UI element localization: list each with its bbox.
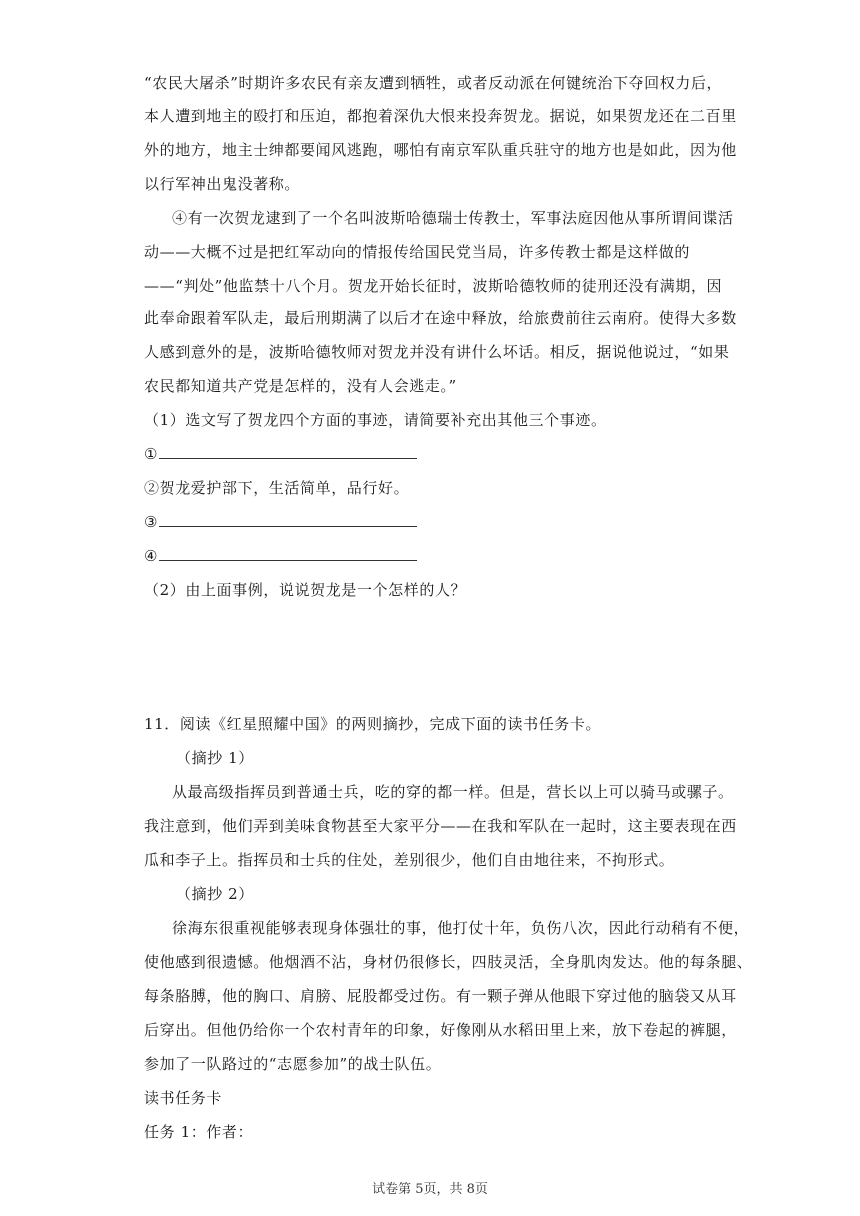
answer-number: ④ [144,547,159,565]
passage-line: ——“判处”他监禁十八个月。贺龙开始长征时，波斯哈德牧师的徒刑还没有满期，因 [144,277,723,295]
passage-line: 此奉命跟着军队走，最后刑期满了以后才在途中释放，给旅费前往云南府。使得大多数 [144,309,737,327]
excerpt-line: 我注意到，他们弄到美味食物甚至大家平分——在我和军队在一起时，这主要表现在西 [144,817,737,835]
excerpt-line: 使他感到很遗憾。他烟酒不沾，身材仍很修长，四肢灵活，全身肌肉发达。他的每条腿、 [144,953,753,971]
answer-line-4 [144,546,417,566]
excerpt-2-label: （摘抄 2） [176,885,254,903]
task-card-title: 读书任务卡 [144,1089,223,1107]
excerpt-line: 从最高级指挥员到普通士兵，吃的穿的都一样。但是，营长以上可以骑马或骡子。 [172,783,734,801]
passage-line: 人感到意外的是，波斯哈德牧师对贺龙并没有讲什么坏话。相反，据说他说过，“如果 [144,343,730,361]
excerpt-line: 参加了一队路过的“志愿参加”的战士队伍。 [144,1055,442,1073]
answer-line-2: ②贺龙爱护部下，生活简单，品行好。 [144,479,410,497]
answer-blank[interactable] [159,546,417,561]
excerpt-line: 后穿出。但他仍给你一个农村青年的印象，好像刚从水稻田里上来，放下卷起的裤腿， [144,1021,737,1039]
page-footer: 试卷第 5页，共 8页 [372,1182,488,1197]
answer-blank[interactable] [159,444,417,459]
passage-line: 农民都知道共产党是怎样的，没有人会逃走。” [144,377,457,395]
question-2: （2）由上面事例，说说贺龙是一个怎样的人？ [144,581,467,599]
answer-line-1 [144,444,417,464]
question-11-title: 11．阅读《红星照耀中国》的两则摘抄，完成下面的读书任务卡。 [144,715,602,733]
excerpt-line: 瓜和李子上。指挥员和士兵的住处，差别很少，他们自由地往来，不拘形式。 [144,851,675,869]
passage-line: ④有一次贺龙逮到了一个名叫波斯哈德瑞士传教士，军事法庭因他从事所谓间谍活 [172,209,734,227]
passage-line: 外的地方，地主士绅都要闻风逃跑，哪怕有南京军队重兵驻守的地方也是如此，因为他 [144,141,737,159]
answer-blank[interactable] [159,512,417,527]
answer-number: ① [144,445,159,463]
answer-number: ③ [144,513,159,531]
passage-line: 以行军神出鬼没著称。 [144,175,301,193]
excerpt-line: 每条胳膊，他的胸口、肩膀、屁股都受过伤。有一颗子弹从他眼下穿过他的脑袋又从耳 [144,987,737,1005]
passage-line: 动——大概不过是把红军动向的情报传给国民党当局，许多传教士都是这样做的 [144,243,691,261]
excerpt-line: 徐海东很重视能够表现身体强壮的事，他打仗十年，负伤八次，因此行动稍有不便， [172,919,750,937]
question-1: （1）选文写了贺龙四个方面的事迹，请简要补充出其他三个事迹。 [144,411,607,429]
passage-line: “农民大屠杀”时期许多农民有亲友遭到牺牲，或者反动派在何键统治下夺回权力后， [144,74,723,92]
excerpt-1-label: （摘抄 1） [176,749,254,767]
task-1-label: 任务 1：作者： [144,1123,254,1141]
passage-line: 本人遭到地主的殴打和压迫，都抱着深仇大恨来投奔贺龙。据说，如果贺龙还在二百里 [144,107,737,125]
answer-line-3 [144,512,417,532]
